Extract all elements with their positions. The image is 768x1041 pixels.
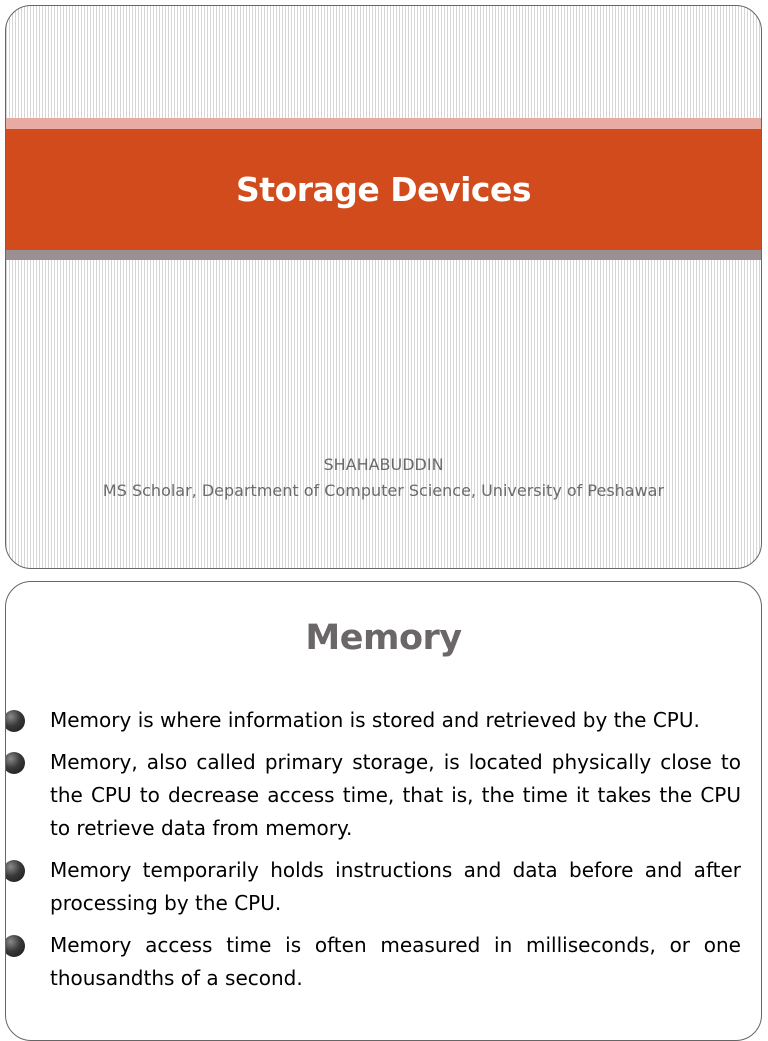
author-block bbox=[6, 452, 761, 504]
bullet-item bbox=[6, 704, 741, 737]
title-band bbox=[6, 129, 761, 250]
slide-heading: Memory bbox=[305, 618, 462, 658]
bullet-dot-icon bbox=[5, 935, 25, 957]
title-band-top-stripe bbox=[6, 118, 761, 129]
bullet-text: Memory temporarily holds instructions and data before and after processing by the CPU. bbox=[50, 858, 741, 915]
bullet-dot-icon bbox=[5, 752, 25, 774]
bullet-item bbox=[6, 746, 741, 845]
title-slide bbox=[5, 5, 762, 569]
bullet-text: Memory access time is often measured in milliseconds, or one thousandths of a second. bbox=[50, 933, 741, 990]
bullet-list bbox=[6, 704, 741, 1004]
bullet-item bbox=[6, 854, 741, 920]
bullet-dot-icon bbox=[5, 860, 25, 882]
bullet-dot-icon bbox=[5, 710, 25, 732]
bullet-text: Memory is where information is stored and retrieved by the CPU. bbox=[50, 708, 700, 732]
author-affiliation: MS Scholar, Department of Computer Science, University of Peshawar bbox=[102, 481, 665, 500]
author-name: SHAHABUDDIN bbox=[323, 455, 444, 474]
memory-slide bbox=[5, 581, 762, 1041]
slide-title: Storage Devices bbox=[236, 170, 531, 209]
title-band-bottom-stripe bbox=[6, 250, 761, 260]
bullet-text: Memory, also called primary storage, is located physically close to the CPU to decrease access time, that is, the time it takes the CPU to retrieve data from memory. bbox=[50, 750, 741, 840]
bullet-item bbox=[6, 929, 741, 995]
